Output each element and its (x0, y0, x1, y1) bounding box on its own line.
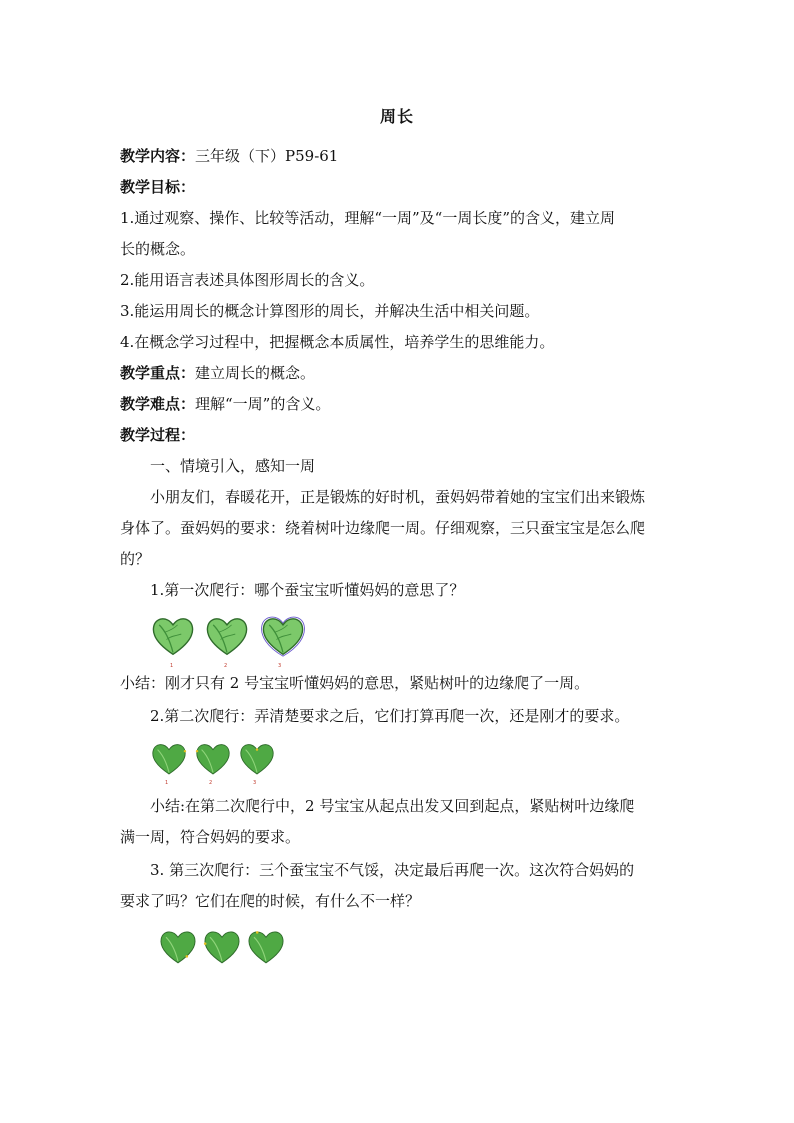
page-title: 周长 (379, 107, 414, 126)
leaf-icon (204, 612, 250, 658)
leaf-number-label: 1 (165, 780, 169, 786)
difficulty-value: 理解“一周”的含义。 (195, 395, 331, 413)
key-point-label: 教学重点： (120, 364, 196, 382)
key-point-value: 建立周长的概念。 (195, 364, 316, 382)
leaf-number-label: 3 (278, 663, 282, 669)
step-2-text: 2.第二次爬行：弄清楚要求之后，它们打算再爬一次，还是刚才的要求。 (150, 707, 630, 725)
leaf-number-label: 3 (253, 780, 257, 786)
leaf-image (258, 612, 308, 669)
leaf-row-1 (150, 612, 308, 669)
leaf-image (202, 924, 242, 968)
leaf-image (158, 924, 198, 968)
difficulty-label: 教学难点： (120, 395, 196, 413)
leaf-number-label: 1 (170, 663, 174, 669)
summary-2-line: 小结:在第二次爬行中，2 号宝宝从起点出发又回到起点，紧贴树叶边缘爬 (150, 797, 635, 815)
leaf-image (150, 738, 188, 786)
intro-paragraph-line: 小朋友们，春暖花开，正是锻炼的好时机，蚕妈妈带着她的宝宝们出来锻炼 (150, 488, 646, 506)
leaf-icon (202, 924, 242, 968)
summary-1-text: 小结：刚才只有 2 号宝宝听懂妈妈的意思，紧贴树叶的边缘爬了一周。 (120, 674, 590, 692)
leaf-icon (194, 738, 232, 778)
difficulty-line (120, 389, 680, 420)
leaf-icon (158, 924, 198, 968)
goal-item: 长的概念。 (120, 240, 196, 258)
leaf-number-label: 2 (209, 780, 213, 786)
key-point-line (120, 358, 680, 389)
content-line (120, 141, 680, 172)
leaf-image (246, 924, 286, 968)
goals-label: 教学目标： (120, 178, 196, 196)
leaf-number-label: 2 (224, 663, 228, 669)
leaf-row-3 (158, 924, 286, 968)
goal-item: 1.通过观察、操作、比较等活动，理解“一周”及“一周长度”的含义，建立周 (120, 209, 615, 227)
leaf-icon (238, 738, 276, 778)
leaf-row-2 (150, 738, 276, 786)
step-3-line: 3. 第三次爬行：三个蚕宝宝不气馁，决定最后再爬一次。这次符合妈妈的 (150, 861, 635, 879)
step-1-text: 1.第一次爬行：哪个蚕宝宝听懂妈妈的意思了？ (150, 581, 465, 599)
intro-paragraph-line: 身体了。蚕妈妈的要求：绕着树叶边缘爬一周。仔细观察，三只蚕宝宝是怎么爬 (120, 519, 646, 537)
summary-2-line: 满一周，符合妈妈的要求。 (120, 828, 301, 846)
goal-item: 4.在概念学习过程中，把握概念本质属性，培养学生的思维能力。 (120, 333, 555, 351)
leaf-image (194, 738, 232, 786)
intro-paragraph-line: 的？ (120, 550, 151, 568)
goal-item: 2.能用语言表述具体图形周长的含义。 (120, 271, 375, 289)
step-3-line: 要求了吗？它们在爬的时候，有什么不一样？ (120, 892, 421, 910)
leaf-image (150, 612, 196, 669)
leaf-icon (246, 924, 286, 968)
content-value: 三年级（下）P59-61 (195, 147, 339, 165)
leaf-icon (150, 738, 188, 778)
leaf-icon (258, 612, 308, 658)
content-label: 教学内容： (120, 147, 196, 165)
section-heading: 一、情境引入，感知一周 (150, 457, 316, 475)
leaf-icon (150, 612, 196, 658)
leaf-image (204, 612, 250, 669)
process-label: 教学过程： (120, 426, 196, 444)
leaf-image (238, 738, 276, 786)
goal-item: 3.能运用周长的概念计算图形的周长，并解决生活中相关问题。 (120, 302, 540, 320)
